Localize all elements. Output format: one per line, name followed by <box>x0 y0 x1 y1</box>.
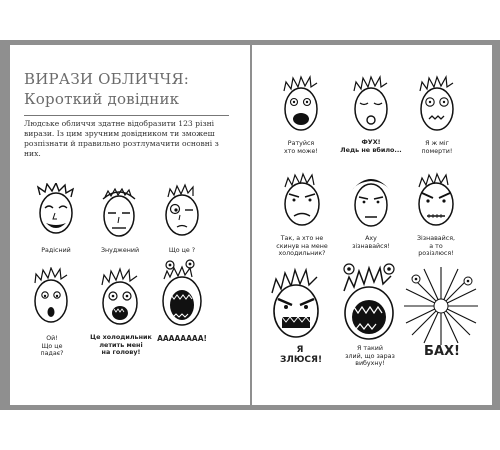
page-title <box>24 69 229 109</box>
face-shock-illustration <box>412 75 462 137</box>
face-happy-illustration <box>32 183 80 243</box>
caption-explosion: БАХ! <box>424 344 460 359</box>
caption-suspicious: Так, а хто не скинув на мене холодильник? <box>276 235 328 257</box>
intro-paragraph: Людське обличчя здатне відобразити 123 різні вирази. Із цим зручним довідником ти зможеш розпізнати й правильно розтлумачити основні з них. <box>24 119 219 158</box>
left-page <box>10 45 250 405</box>
face-curious-illustration <box>158 183 206 245</box>
caption-happy: Радісний <box>41 247 71 254</box>
caption-surprised: Ой! Що це падає? <box>40 335 64 357</box>
caption-bored: Знуджений <box>100 247 140 254</box>
caption-furious: Я такий злий, що зараз вибухну! <box>345 345 395 367</box>
title-divider <box>24 115 229 116</box>
right-page <box>252 45 492 405</box>
caption-scared: Це холодильник летить мені на голову! <box>90 333 152 356</box>
caption-relief: ФУХ! Ледь не вбило... <box>340 138 402 154</box>
face-scared-illustration <box>94 267 146 331</box>
face-furious-illustration <box>334 261 404 345</box>
face-annoyed-illustration <box>410 170 462 232</box>
caption-panic: Ратуйся хто може! <box>284 140 318 155</box>
caption-angry: Я ЗЛЮСЯ! <box>280 345 323 365</box>
face-interrogating-illustration <box>346 170 396 232</box>
title-line-1: ВИРАЗИ ОБЛИЧЧЯ: <box>24 70 190 88</box>
caption-screaming: АААААААА! <box>157 334 207 343</box>
face-relief-illustration <box>346 75 396 137</box>
face-angry-illustration <box>264 267 328 347</box>
face-panic-illustration <box>276 75 326 137</box>
explosion-illustration <box>402 265 480 347</box>
face-surprised-illustration <box>26 267 76 331</box>
face-suspicious-illustration <box>276 170 328 232</box>
title-line-2: Короткий довідник <box>24 90 180 108</box>
caption-interrogating: Аху зізнавайся! <box>352 235 390 250</box>
caption-annoyed: Зізнавайся, а то розізлюся! <box>416 235 456 257</box>
caption-curious: Що це ? <box>168 247 196 254</box>
caption-shock: Я ж міг померти! <box>421 140 453 155</box>
face-screaming-illustration <box>154 259 210 331</box>
face-bored-illustration <box>96 185 142 245</box>
